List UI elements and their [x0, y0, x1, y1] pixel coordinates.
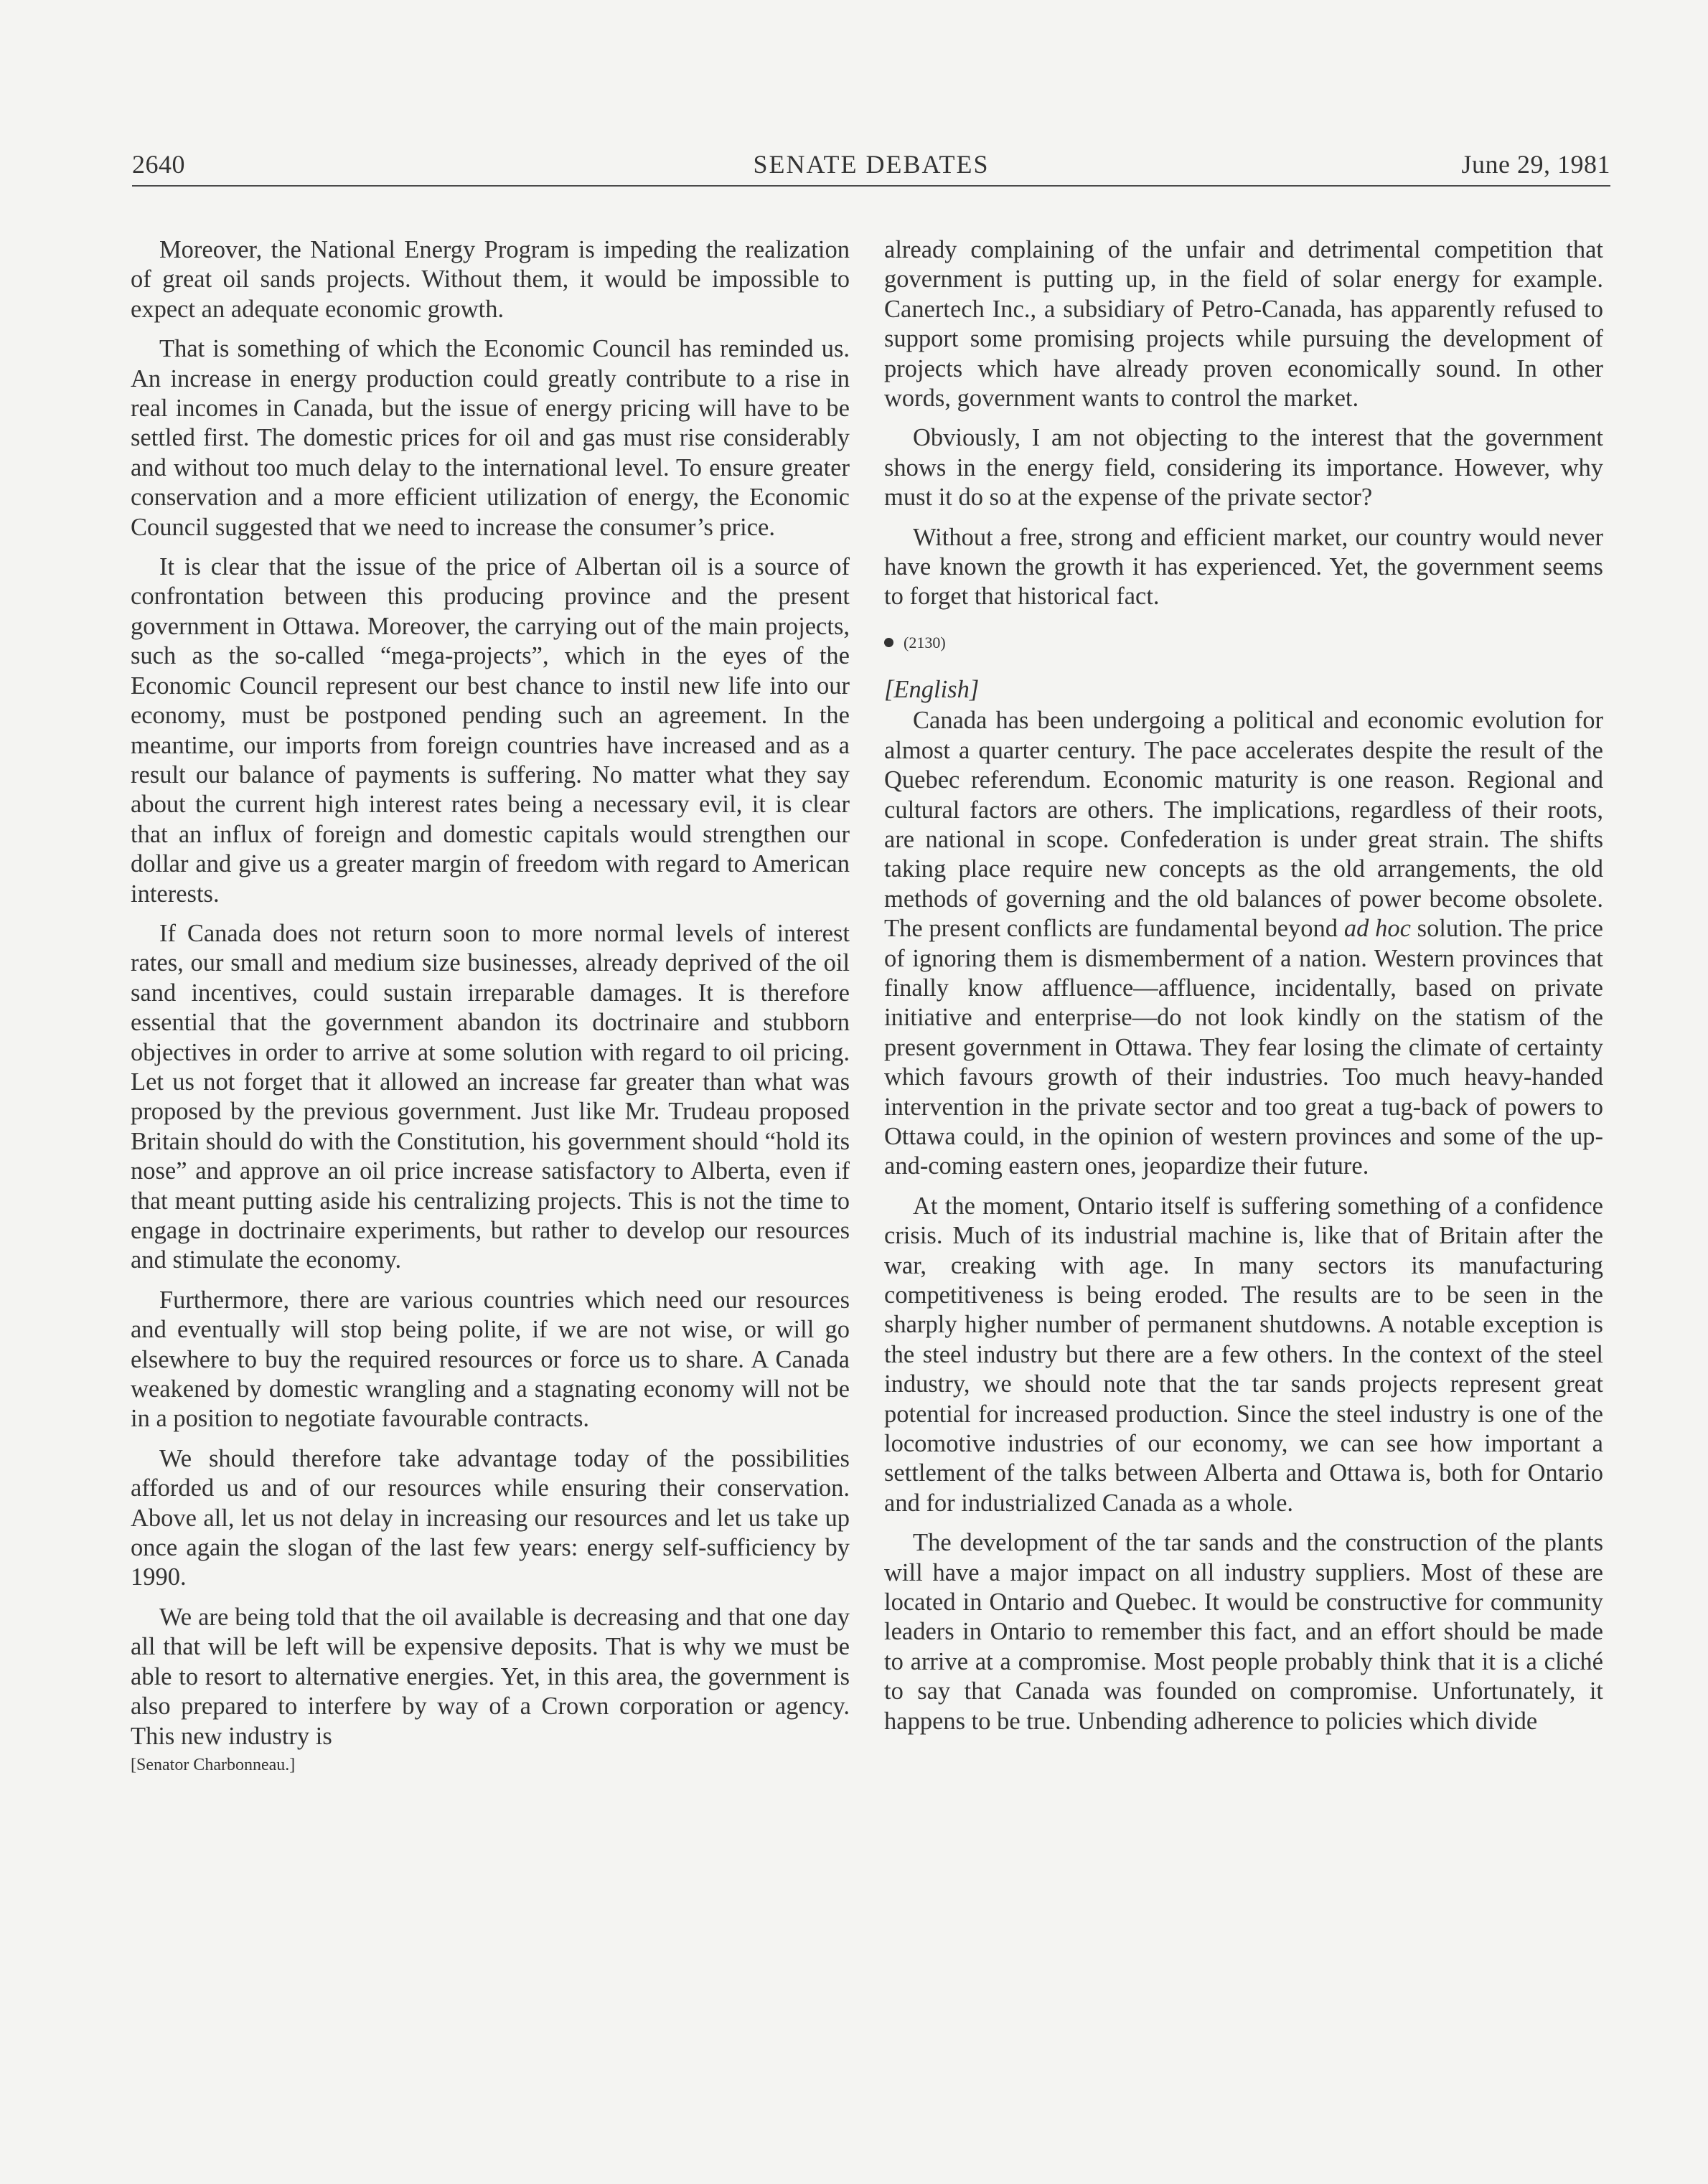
speaker-attribution: [Senator Charbonneau.]: [131, 1755, 296, 1774]
paragraph: If Canada does not return soon to more normal levels of interest rates, our small and medium size businesses, already deprived of the oil sand incentives, could sustain irreparable damages. It is therefore essential that the government abandon its doctrinaire and stubborn objectives in order to arrive at some solution with regard to oil pricing. Let us not forget that it allowed an increase far greater than what was proposed by the previous government. Just like Mr. Trudeau proposed Britain should do with the Constitution, his government should “hold its nose” and approve an oil price increase satisfactory to Alberta, even if that meant putting aside his centralizing projects. This is not the time to engage in doctrinaire experiments, but rather to develop our resources and stimulate the economy.: [131, 919, 850, 1274]
header-rule: [132, 185, 1610, 187]
time-marker-label: (2130): [904, 633, 946, 651]
paragraph: We should therefore take advantage today of the possibilities afforded us and of our resources while ensuring their conservation. Above all, let us not delay in increasing our resources and let us take up once again the slogan of the last few years: energy self-sufficiency by 1990.: [131, 1444, 850, 1591]
paragraph-text: Canada has been undergoing a political and economic evolution for almost a quarter century. The pace accelerates despite the result of the Quebec referendum. Economic maturity is one reason. Regional and cultural factors are others. The implications, regardless of their roots, are national in scope. Confederation is under great strain. The shifts taking place require new concepts as the old arrangements, the old methods of governing and the old balances of power become obsolete. The present conflicts are fundamental beyond: [884, 707, 1603, 943]
paragraph: It is clear that the issue of the price of Albertan oil is a source of confrontation between this producing province and the present government in Ottawa. Moreover, the carrying out of the main projects, such as the so-called “mega-projects”, which in the eyes of the Economic Council represent our best chance to instil new life into our economy, must be postponed pending such an agreement. In the meantime, our imports from foreign countries have increased and as a result our balance of payments is suffering. No matter what they say about the current high interest rates being a necessary evil, it is clear that an influx of foreign and domestic capitals would strengthen our dollar and give us a greater margin of freedom with regard to American interests.: [131, 553, 850, 908]
paragraph: We are being told that the oil available is decreasing and that one day all that will be left will be expensive deposits. That is why we must be able to resort to alternative energies. Yet, in this area, the government is also prepared to interfere by way of a Crown corporation or agency. This new industry is: [131, 1603, 850, 1750]
page-header: [132, 149, 1610, 185]
time-marker: [884, 632, 1603, 654]
page-number: 2640: [132, 150, 185, 179]
paragraph: That is something of which the Economic Council has reminded us. An increase in energy production could greatly contribute to a rise in real incomes in Canada, but the issue of energy pricing will have to be settled first. The domestic prices for oil and gas must rise considerably and without too much delay to the international level. To ensure greater conservation and a more efficient utilization of energy, the Economic Council suggested that we need to increase the consumer’s price.: [131, 335, 850, 541]
paragraph: already complaining of the unfair and detrimental competition that government is putting up, in the field of solar energy for example. Canertech Inc., a subsidiary of Petro-Canada, has apparently refused to support some promising projects while pursuing the development of projects which have already proven economically sound. In other words, government wants to control the market.: [884, 236, 1603, 413]
publication-title: SENATE DEBATES: [753, 150, 990, 179]
right-column: [884, 235, 1603, 1746]
bullet-icon: [884, 638, 893, 647]
paragraph: Without a free, strong and efficient market, our country would never have known the growth it has experienced. Yet, the government seems to forget that historical fact.: [884, 523, 1603, 611]
paragraph: At the moment, Ontario itself is suffering something of a confidence crisis. Much of its industrial machine is, like that of Britain after the war, creaking with age. In many sectors its manufacturing competitiveness is being eroded. The results are to be seen in the sharply higher number of permanent shutdowns. A notable exception is the steel industry but there are a few others. In the context of the steel industry, we should note that the tar sands projects represent great potential for increased production. Since the steel industry is one of the locomotive industries of our economy, we can see how important a settlement of the talks between Alberta and Ottawa is, both for Ontario and for industrialized Canada as a whole.: [884, 1192, 1603, 1517]
language-marker: [884, 675, 1603, 705]
paragraph: [884, 706, 1603, 1182]
paragraph: Furthermore, there are various countries which need our resources and eventually will stop being polite, if we are not wise, or will go elsewhere to buy the required resources or force us to share. A Canada weakened by domestic wrangling and a stagnating economy will not be in a position to negotiate favourable contracts.: [131, 1286, 850, 1433]
paragraph: Obviously, I am not objecting to the interest that the government shows in the energy field, considering its importance. However, why must it do so at the expense of the private sector?: [884, 424, 1603, 512]
paragraph-text: solution. The price of ignoring them is dismemberment of a nation. Western provinces that finally know affluence—affluence, incidentally, based on private initiative and enterprise—do not look kindly on the statism of the present government in Ottawa. They fear losing the climate of certainty which favours growth of their industries. Too much heavy-handed intervention in the private sector and too great a tug-back of powers to Ottawa could, in the opinion of western provinces and some of the up-and-coming eastern ones, jeopardize their future.: [884, 915, 1603, 1180]
paragraph: Moreover, the National Energy Program is impeding the realization of great oil sands projects. Without them, it would be impossible to expect an adequate economic growth.: [131, 236, 850, 323]
italic-term: ad hoc: [1343, 915, 1411, 943]
language-marker-label: [English]: [884, 675, 980, 703]
paragraph: The development of the tar sands and the construction of the plants will have a major impact on all industry suppliers. Most of these are located in Ontario and Quebec. It would be constructive for community leaders in Ontario to remember this fact, and an effort should be made to arrive at a compromise. Most people probably think that it is a cliché to say that Canada was founded on compromise. Unfortunately, it happens to be true. Unbending adherence to policies which divide: [884, 1529, 1603, 1735]
publication-date: June 29, 1981: [1461, 150, 1610, 179]
left-column: [131, 235, 850, 1776]
